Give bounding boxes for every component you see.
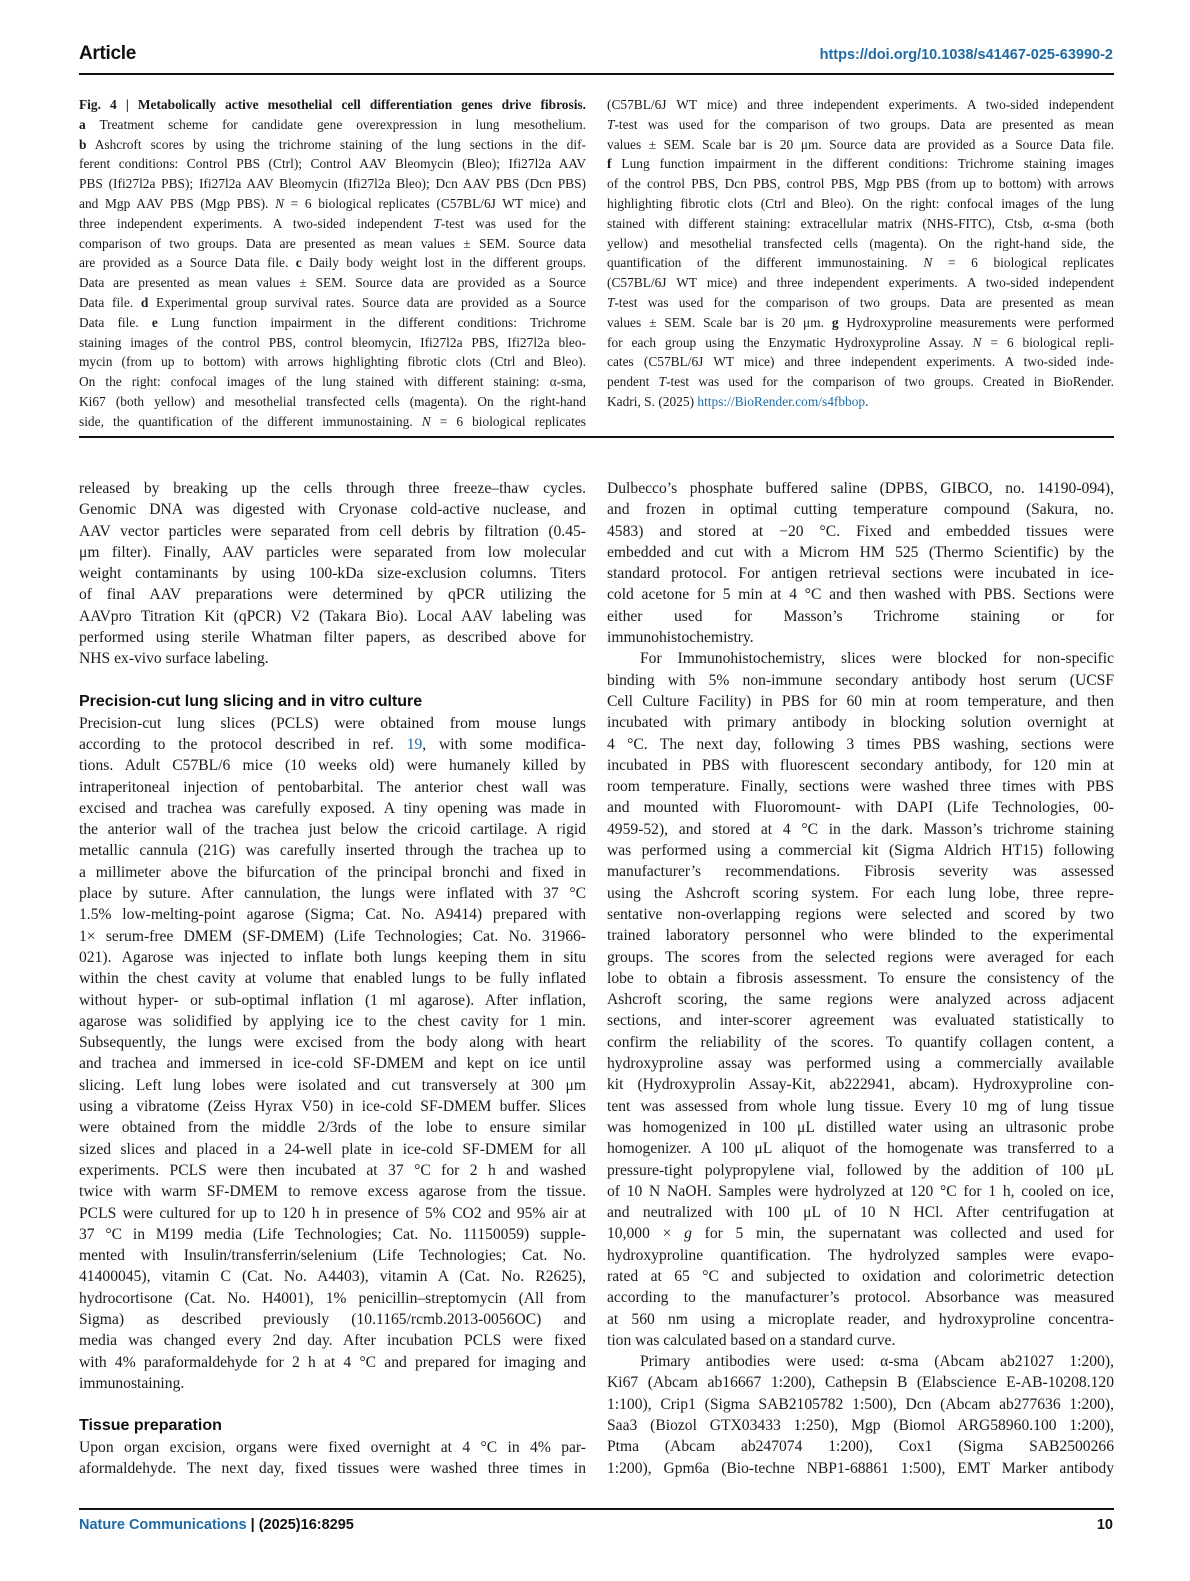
doi-link[interactable]: https://doi.org/10.1038/s41467-025-63990-2	[819, 47, 1113, 63]
inline-link[interactable]: 19	[406, 735, 423, 753]
text-line	[607, 1202, 1114, 1223]
text-segment: of final AAV preparations were determined by qPCR utilizing the	[79, 586, 586, 604]
text-line	[607, 293, 1114, 313]
text-line	[607, 1138, 1114, 1159]
text-segment: aformaldehyde. The next day, fixed tissues were washed three times in	[79, 1460, 586, 1478]
text-line	[607, 1287, 1114, 1308]
text-segment: values ± SEM. Scale bar is 20 μm.	[607, 314, 832, 330]
text-segment: twice with warm SF-DMEM to remove excess agarose from the tissue.	[79, 1183, 586, 1201]
text-segment: for 5 min, the supernatant was collected and used for	[691, 1225, 1114, 1243]
text-line	[607, 174, 1114, 194]
text-segment: performed using sterile Whatman filter papers, as described above for	[79, 629, 586, 647]
text-segment: at 560 nm using a microplate reader, and hydroxyproline concentra-	[607, 1310, 1114, 1328]
text-line	[607, 712, 1114, 733]
text-segment: N	[923, 255, 933, 271]
text-segment: using the Ashcroft scoring system. For each lung lobe, three repre-	[607, 884, 1114, 902]
text-line	[79, 313, 586, 333]
text-segment: groups. The scores from the selected regions were averaged for each	[607, 948, 1114, 966]
text-line	[79, 606, 586, 627]
text-segment: Ptma (Abcam ab247074 1:200), Cox1 (Sigma SAB2500266	[607, 1438, 1114, 1456]
text-segment: manufacturer’s recommendations. Fibrosis severity was assessed	[607, 863, 1114, 881]
text-line	[607, 648, 1114, 669]
text-segment: Ashcroft scoring, the same regions were analyzed across adjacent	[607, 991, 1114, 1009]
text-line	[79, 1373, 586, 1394]
text-line	[79, 947, 586, 968]
text-segment: are provided as a Source Data file.	[79, 255, 296, 271]
text-segment: Experimental group survival rates. Source data are provided as a Source	[148, 294, 586, 310]
text-segment: of the control PBS, Dcn PBS, control PBS, Mgp PBS (from up to bottom) with arrows	[607, 176, 1114, 192]
text-line	[79, 1139, 586, 1160]
body-text-left-column	[79, 478, 586, 1480]
text-line	[607, 989, 1114, 1010]
text-line	[79, 734, 586, 755]
text-segment: a millimeter above the bifurcation of the principal bronchi and fixed in	[79, 863, 586, 881]
text-segment: slicing. Left lung lobes were isolated and cut transversely at 300 μm	[79, 1076, 586, 1094]
text-segment: = 6 biological replicates (C57BL/6J WT mice) and	[284, 195, 586, 211]
text-segment: according to the protocol described in ref.	[79, 735, 407, 753]
text-line	[607, 1181, 1114, 1202]
text-segment: lobe to obtain a fibrosis assessment. To ensure the consistency of the	[607, 969, 1114, 987]
text-segment: AAVpro Titration Kit (qPCR) V2 (Takara Bio). Local AAV labeling was	[79, 607, 586, 625]
text-segment: Ki67 (Abcam ab16667 1:200), Cathepsin B (Elabscience E-AB-10208.120	[607, 1374, 1114, 1392]
text-segment: pressure-tight polypropylene vial, followed by the addition of 100 μL	[607, 1161, 1114, 1179]
text-segment: stained with different staining: extracellular matrix (NHS-FITC), Ctsb, α-sma (both	[607, 215, 1114, 231]
text-line	[79, 968, 586, 989]
text-segment: and frozen in optimal cutting temperature compound (Sakura, no.	[607, 501, 1114, 519]
text-line	[79, 840, 586, 861]
text-line	[79, 777, 586, 798]
text-segment: PCLS were cultured for up to 120 h in presence of 5% CO2 and 95% air at	[79, 1204, 586, 1222]
text-segment: trained laboratory personnel who were blinded to the experimental	[607, 927, 1114, 945]
article-type-label: Article	[79, 43, 137, 64]
text-line	[607, 1160, 1114, 1181]
text-line	[607, 1117, 1114, 1138]
text-line	[607, 542, 1114, 563]
text-segment: were obtained from the middle 2/3rds of the lobe to ensure similar	[79, 1119, 586, 1137]
text-segment: N	[972, 334, 982, 350]
text-line	[79, 293, 586, 313]
text-line	[79, 253, 586, 273]
text-line	[607, 194, 1114, 214]
text-segment: without hyper- or sub-optimal inflation (1 ml agarose). After inflation,	[79, 991, 586, 1009]
text-segment: place by suture. After cannulation, the lungs were inflated with 37 °C	[79, 885, 586, 903]
inline-link[interactable]: https://BioRender.com/s4fbbop	[697, 393, 866, 409]
text-segment: Dulbecco’s phosphate buffered saline (DPBS, GIBCO, no. 14190-094),	[607, 480, 1114, 497]
text-segment: Subsequently, the lungs were excised from the body along with heart	[79, 1034, 586, 1052]
text-segment: according to the manufacturer’s protocol. Absorbance was measured	[607, 1289, 1114, 1307]
text-segment: 1:200), Gpm6a (Bio-techne NBP1-68861 1:500), EMT Marker antibody	[607, 1459, 1114, 1477]
text-line	[79, 412, 586, 432]
text-segment: Sigma) as described previously (10.1165/rcmb.2013-0056OC) and	[79, 1310, 586, 1328]
text-line	[79, 95, 586, 115]
text-line	[607, 691, 1114, 712]
text-segment: agarose was solidified by applying ice to the chest cavity for 1 min.	[79, 1012, 586, 1030]
text-line	[79, 798, 586, 819]
text-segment: and neutralized with 100 μL of 10 N HCl. After centrifugation at	[607, 1204, 1114, 1222]
text-line	[607, 1394, 1114, 1415]
text-segment: tent was assessed from whole lung tissue. Every 10 mg of lung tissue	[607, 1097, 1114, 1115]
text-line	[79, 234, 586, 254]
paragraph-gap	[79, 670, 586, 691]
text-line	[79, 1330, 586, 1351]
text-line	[79, 1458, 586, 1479]
text-segment: T	[607, 294, 615, 310]
text-segment: experiments. PCLS were then incubated at 37 °C for 2 h and washed	[79, 1161, 586, 1179]
text-segment: yellow) and mesothelial transfected cells (magenta). On the right-hand side, the	[607, 235, 1114, 251]
text-line	[79, 926, 586, 947]
text-segment: sized slices and placed in a 24-well plate in ice-cold SF-DMEM for all	[79, 1140, 586, 1158]
text-segment: values ± SEM. Scale bar is 20 μm. Source data are provided as a Source Data file.	[607, 136, 1114, 152]
citation-volume: (2025)16:8295	[258, 1517, 354, 1533]
footer-separator: |	[246, 1517, 259, 1533]
text-segment: hydrocortisone (Cat. No. H4001), 1% penicillin–streptomycin (All from	[79, 1289, 586, 1307]
text-line	[607, 584, 1114, 605]
text-line	[607, 95, 1114, 115]
text-line	[607, 797, 1114, 818]
text-segment: side, the quantification of the different immunostaining.	[79, 413, 422, 429]
text-line	[79, 563, 586, 584]
text-line	[79, 521, 586, 542]
text-segment: quantification of the different immunostaining.	[607, 255, 924, 271]
text-segment: (C57BL/6J WT mice) and three independent experiments. A two-sided independent	[607, 97, 1114, 112]
text-line	[607, 925, 1114, 946]
text-segment: T	[433, 215, 441, 231]
text-segment: embedded and cut with a Microm HM 525 (Thermo Scientific) by the	[607, 543, 1114, 561]
text-segment: -test was used for the comparison of two groups. Data are presented as mean	[614, 294, 1114, 310]
text-segment: Cell Culture Facility) in PBS for 60 min at room temperature, and then	[607, 692, 1114, 710]
text-segment: and trachea and immersed in ice-cold SF-DMEM and kept on ice until	[79, 1055, 586, 1073]
text-line	[607, 253, 1114, 273]
text-segment: T	[607, 116, 615, 132]
footer-rule	[79, 1508, 1114, 1510]
text-line	[79, 904, 586, 925]
text-segment: of 10 N NaOH. Samples were hydrolyzed at 120 °C for 1 h, cooled on ice,	[607, 1182, 1114, 1200]
text-line	[607, 333, 1114, 353]
text-segment: 1:100), Crip1 (Sigma SAB2105782 1:500), Dcn (Abcam ab277636 1:200),	[607, 1395, 1114, 1413]
text-segment: was performed using a commercial kit (Sigma Aldrich HT15) following	[607, 842, 1114, 860]
text-segment: 41400045), vitamin C (Cat. No. A4403), vitamin A (Cat. No. R2625),	[79, 1268, 586, 1286]
section-heading: Precision-cut lung slicing and in vitro culture	[79, 692, 423, 710]
text-segment: -test was used for the	[440, 215, 586, 231]
text-line	[607, 1415, 1114, 1436]
text-line	[607, 234, 1114, 254]
text-line	[607, 1223, 1114, 1244]
text-segment: Ashcroft scores by using the trichrome staining of the lung sections in the dif-	[86, 136, 586, 152]
text-segment: sentative non-overlapping regions were selected and scored by two	[607, 905, 1114, 923]
text-segment: PBS (Ifi27l2a PBS); Ifi27l2a AAV Bleomycin (Ifi27l2a Bleo); Dcn AAV PBS (Dcn PBS)	[79, 176, 586, 192]
text-segment: g	[831, 314, 839, 330]
text-line	[79, 392, 586, 412]
text-segment: Data are presented as mean values ± SEM. Source data are provided as a Source	[79, 275, 586, 291]
text-line	[79, 1352, 586, 1373]
text-segment: for each group using the Enzymatic Hydroxyproline Assay.	[607, 334, 973, 350]
text-line	[607, 1436, 1114, 1457]
text-segment: cold acetone for 5 min at 4 °C and then washed with PBS. Sections were	[607, 586, 1114, 604]
text-segment: released by breaking up the cells through three freeze–thaw cycles.	[79, 480, 586, 497]
text-segment: 4959-52), and stored at 4 °C in the dark. Masson’s trichrome staining	[607, 820, 1114, 838]
text-segment: Data file.	[79, 294, 141, 310]
text-segment: Lung function impairment in the different conditions: Trichrome staining images	[611, 156, 1114, 172]
footer-citation	[79, 1517, 354, 1533]
text-line	[79, 115, 586, 135]
text-line	[607, 499, 1114, 520]
text-line	[607, 819, 1114, 840]
text-segment: 10,000 ×	[607, 1225, 685, 1243]
text-line	[607, 627, 1114, 648]
text-line	[79, 862, 586, 883]
text-segment: intraperitoneal injection of pentobarbital. The anterior chest wall was	[79, 778, 586, 796]
text-segment: within the chest cavity at volume that enabled lungs to be fully inflated	[79, 970, 586, 988]
text-segment: Saa3 (Biozol GTX03433 1:250), Mgp (Biomol ARG58960.100 1:200),	[607, 1417, 1114, 1435]
text-segment: and mounted with Fluoromount- with DAPI (Life Technologies, 00-	[607, 799, 1114, 817]
text-line	[79, 1266, 586, 1287]
text-line	[607, 947, 1114, 968]
text-line	[79, 1160, 586, 1181]
text-line	[79, 135, 586, 155]
text-line	[79, 542, 586, 563]
text-line	[79, 352, 586, 372]
text-line	[79, 819, 586, 840]
text-segment: T	[658, 374, 667, 390]
text-segment: binding with 5% non-immune secondary antibody host serum (UCSF	[607, 671, 1114, 689]
text-line	[607, 968, 1114, 989]
text-line	[607, 214, 1114, 234]
text-line	[79, 1096, 586, 1117]
text-line	[79, 883, 586, 904]
text-line	[79, 584, 586, 605]
text-line	[607, 313, 1114, 333]
text-line	[607, 904, 1114, 925]
text-segment: immunostaining.	[79, 1374, 185, 1392]
paragraph-gap	[79, 1394, 586, 1415]
text-line	[79, 1075, 586, 1096]
text-line	[607, 1372, 1114, 1393]
text-segment: Lung function impairment in the different conditions: Trichrome	[157, 314, 586, 330]
text-segment: On the right: confocal images of the lung stained with different staining: α-sma,	[79, 374, 586, 390]
text-segment: the anterior wall of the trachea just below the cricoid cartilage. A rigid	[79, 821, 586, 839]
text-line	[607, 135, 1114, 155]
text-segment: Primary antibodies were used: α-sma (Abcam ab21027 1:200),	[640, 1353, 1114, 1371]
text-segment: mented with Insulin/transferrin/selenium (Life Technologies; Cat. No.	[79, 1247, 586, 1265]
text-segment: = 6 biological replicates	[430, 413, 586, 429]
text-segment: 1.5% low-melting-point agarose (Sigma; Cat. No. A9414) prepared with	[79, 906, 586, 924]
text-segment: AAV vector particles were separated from cell debris by filtration (0.45-	[79, 522, 586, 540]
text-line	[79, 1245, 586, 1266]
text-line	[79, 499, 586, 520]
text-line	[607, 1074, 1114, 1095]
text-line	[607, 1351, 1114, 1372]
text-segment: was homogenized in 100 μL distilled water using an ultrasonic probe	[607, 1118, 1114, 1136]
text-segment: weight contaminants by using 100-kDa size-exclusion columns. Titers	[79, 565, 586, 583]
text-segment: = 6 biological replicates	[932, 255, 1114, 271]
text-segment: 37 °C in M199 media (Life Technologies; Cat. No. 11150059) supple-	[79, 1225, 586, 1243]
text-segment: immunohistochemistry.	[607, 629, 754, 647]
caption-divider-rule	[79, 436, 1114, 438]
text-segment: c	[295, 255, 302, 271]
text-segment: excised and trachea was carefully exposed. A tiny opening was made in	[79, 799, 586, 817]
text-segment: Upon organ excision, organs were fixed overnight at 4 °C in 4% par-	[79, 1439, 586, 1457]
text-segment: pendent	[607, 374, 659, 390]
text-segment: cates (C57BL/6J WT mice) and three independent experiments. A two-sided inde-	[607, 354, 1114, 370]
text-segment: .	[865, 393, 869, 409]
text-line	[79, 154, 586, 174]
text-line	[79, 1011, 586, 1032]
text-segment: -test was used for the comparison of two groups. Data are presented as mean	[614, 116, 1114, 132]
text-segment: kit (Hydroxyprolin Assay-Kit, ab222941, abcam). Hydroxyproline con-	[607, 1076, 1114, 1094]
text-line	[79, 174, 586, 194]
text-segment: metallic cannula (21G) was carefully inserted through the trachea up to	[79, 842, 586, 860]
text-line	[607, 392, 1114, 412]
text-line	[607, 521, 1114, 542]
text-line	[607, 1309, 1114, 1330]
text-line	[607, 1245, 1114, 1266]
text-segment: Fig. 4 | Metabolically active mesothelial cell differentiation genes drive fibrosis.	[79, 97, 586, 112]
text-line	[607, 352, 1114, 372]
text-line	[607, 606, 1114, 627]
text-segment: rated at 65 °C and subjected to oxidation and colorimetric detection	[607, 1267, 1114, 1285]
text-segment: Treatment scheme for candidate gene overexpression in lung mesothelium.	[85, 116, 586, 132]
text-line	[607, 1266, 1114, 1287]
figure-caption-right-column	[607, 95, 1114, 412]
text-segment: -test was used for the comparison of two groups. Created in BioRender.	[666, 374, 1114, 390]
text-line	[607, 670, 1114, 691]
header-rule	[79, 73, 1114, 75]
text-segment: hydroxyproline assay was performed using a commercially available	[607, 1055, 1114, 1073]
text-segment: b	[79, 136, 87, 152]
text-segment: = 6 biological repli-	[981, 334, 1114, 350]
text-line	[79, 648, 586, 669]
text-segment: either used for Masson’s Trichrome staining or for	[607, 607, 1114, 625]
text-line	[607, 563, 1114, 584]
text-segment: staining images of the control PBS, control bleomycin, Ifi27l2a PBS, Ifi27l2a bleo-	[79, 334, 586, 350]
text-line	[607, 372, 1114, 392]
text-line	[607, 1096, 1114, 1117]
text-segment: mycin (from up to bottom) with arrows highlighting fibrotic clots (Ctrl and Bleo).	[79, 354, 586, 370]
text-segment: Kadri, S. (2025)	[607, 393, 698, 409]
text-line	[607, 1010, 1114, 1031]
text-line	[607, 154, 1114, 174]
text-line	[79, 1203, 586, 1224]
text-segment: incubated with primary antibody in blocking solution overnight at	[607, 714, 1114, 732]
text-line	[79, 1181, 586, 1202]
text-line	[79, 627, 586, 648]
text-segment: comparison of two groups. Data are presented as mean values ± SEM. Source data	[79, 235, 586, 251]
text-segment: 4 °C. The next day, following 3 times PBS washing, sections were	[607, 735, 1114, 753]
text-line	[607, 1032, 1114, 1053]
text-segment: tion was calculated based on a standard curve.	[607, 1331, 896, 1349]
text-segment: Ki67 (both yellow) and mesothelial transfected cells (magenta). On the right-hand	[79, 393, 586, 409]
text-segment: using a vibratome (Zeiss Hyrax V50) in ice-cold SF-DMEM buffer. Slices	[79, 1098, 586, 1116]
text-segment: μm filter). Finally, AAV particles were separated from low molecular	[79, 543, 586, 561]
text-line	[79, 990, 586, 1011]
text-segment: media was changed every 2nd day. After incubation PCLS were fixed	[79, 1332, 586, 1350]
text-segment: 4583) and stored at −20 °C. Fixed and embedded tissues were	[607, 522, 1114, 540]
text-line	[79, 1437, 586, 1458]
text-segment: a	[79, 116, 86, 132]
text-segment: incubated in PBS with fluorescent secondary antibody, for 120 min at	[607, 756, 1114, 774]
text-line	[607, 755, 1114, 776]
text-line	[79, 194, 586, 214]
text-segment: with 4% paraformaldehyde for 2 h at 4 °C and prepared for imaging and	[79, 1353, 586, 1371]
text-segment: confirm the reliability of the scores. To quantify collagen content, a	[607, 1033, 1114, 1051]
text-line	[607, 1458, 1114, 1479]
text-line	[607, 115, 1114, 135]
text-line	[607, 840, 1114, 861]
text-segment: ferent conditions: Control PBS (Ctrl); Control AAV Bleomycin (Bleo); Ifi27l2a AAV	[79, 156, 586, 172]
section-heading: Tissue preparation	[79, 1417, 222, 1435]
text-line	[79, 1224, 586, 1245]
text-line	[79, 372, 586, 392]
text-segment: and Mgp AAV PBS (Mgp PBS).	[79, 195, 276, 211]
page-number: 10	[1096, 1517, 1113, 1533]
text-line	[607, 1330, 1114, 1351]
text-line	[79, 214, 586, 234]
text-line	[607, 273, 1114, 293]
text-segment: homogenizer. A 100 μL aliquot of the homogenate was transferred to a	[607, 1140, 1114, 1158]
body-text-right-column	[607, 478, 1114, 1479]
text-line	[607, 861, 1114, 882]
text-segment: g	[684, 1225, 692, 1243]
text-segment: standard protocol. For antigen retrieval sections were incubated in ice-	[607, 565, 1114, 583]
text-segment: 1× serum-free DMEM (SF-DMEM) (Life Technologies; Cat. No. 31966-	[79, 927, 586, 945]
text-line	[79, 1288, 586, 1309]
text-segment: N	[275, 195, 284, 211]
text-segment: Precision-cut lung slices (PCLS) were obtained from mouse lungs	[79, 714, 586, 732]
text-line	[79, 478, 586, 499]
text-segment: tions. Adult C57BL/6 mice (10 weeks old) were humanely killed by	[79, 757, 586, 775]
text-line	[607, 883, 1114, 904]
text-segment: e	[151, 314, 158, 330]
text-segment: three independent experiments. A two-sided independent	[79, 215, 434, 231]
text-line	[607, 776, 1114, 797]
figure-caption-left-column	[79, 95, 586, 432]
text-segment: 021). Agarose was injected to inflate both lungs keeping them in situ	[79, 948, 586, 966]
text-segment: Daily body weight lost in the different groups.	[301, 255, 586, 271]
text-segment: Genomic DNA was digested with Cryonase cold-active nuclease, and	[79, 501, 586, 519]
text-segment: , with some modifica-	[422, 735, 586, 753]
text-line	[607, 734, 1114, 755]
text-segment: (C57BL/6J WT mice) and three independent experiments. A two-sided independent	[607, 275, 1114, 291]
text-line	[607, 1053, 1114, 1074]
text-segment: Hydroxyproline measurements were performed	[838, 314, 1114, 330]
text-line	[79, 333, 586, 353]
text-segment: N	[421, 413, 431, 429]
text-line	[79, 755, 586, 776]
text-segment: NHS ex-vivo surface labeling.	[79, 650, 269, 668]
text-segment: f	[607, 156, 612, 172]
text-segment: room temperature. Finally, sections were washed three times with PBS	[607, 778, 1114, 796]
text-line	[79, 1053, 586, 1074]
text-line	[79, 1309, 586, 1330]
text-line	[79, 1032, 586, 1053]
text-line	[79, 1117, 586, 1138]
text-line	[79, 713, 586, 734]
journal-name-link[interactable]: Nature Communications	[79, 1517, 247, 1533]
text-segment: highlighting fibrotic clots (Ctrl and Bleo). On the right: confocal images of the lung	[607, 195, 1114, 211]
text-segment: Data file.	[79, 314, 152, 330]
text-segment: For Immunohistochemistry, slices were blocked for non-specific	[640, 650, 1114, 668]
text-segment: hydroxyproline quantification. The hydrolyzed samples were evapo-	[607, 1246, 1114, 1264]
text-segment: d	[140, 294, 149, 310]
text-line	[79, 273, 586, 293]
text-segment: sections, and inter-scorer agreement was evaluated statistically to	[607, 1012, 1114, 1030]
text-line	[607, 478, 1114, 499]
